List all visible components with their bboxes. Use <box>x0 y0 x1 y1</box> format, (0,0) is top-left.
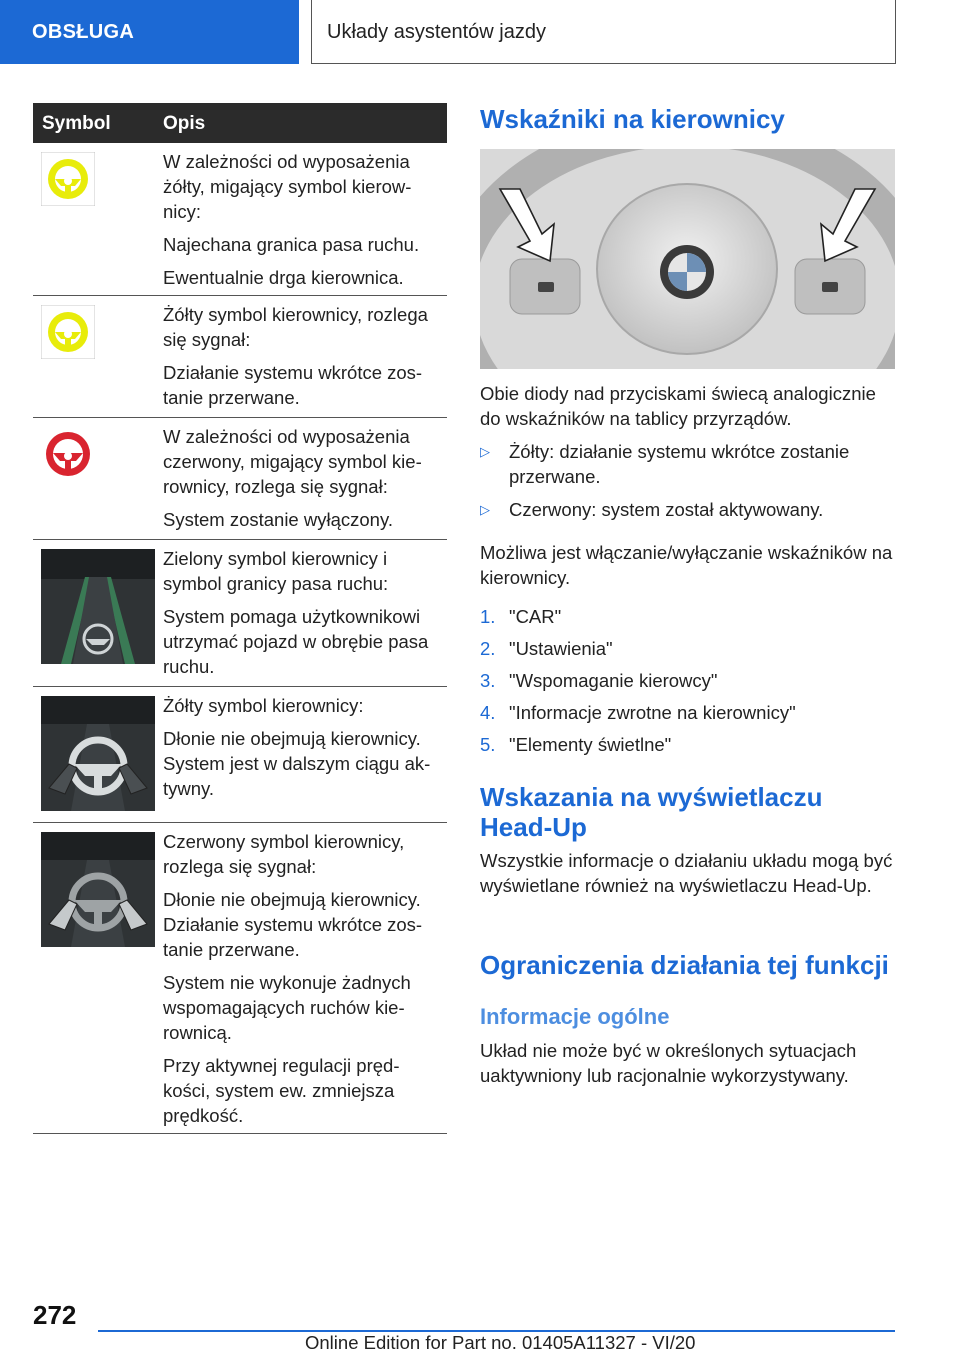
hands-off-red-icon <box>41 832 155 947</box>
chapter-title: Układy asystentów jazdy <box>311 0 896 64</box>
paragraph-toggle: Możliwa jest włączanie/wyłączanie wskaźników na kierownicy. <box>480 542 893 588</box>
row-description: Żółty symbol kierownicy, rozlega się sygnał: Działanie systemu wkrótce zos-tanie przerwane. <box>163 304 428 408</box>
lane-steering-green-icon <box>41 549 155 664</box>
table-row <box>33 540 447 687</box>
col-symbol-header: Symbol <box>42 113 111 134</box>
symbol-table <box>33 103 447 1134</box>
row-description: Czerwony symbol kierownicy, rozlega się sygnał: Dłonie nie obejmują kierownicy. Działanie systemu wkrótce zos-tanie przerwane. System nie wykonuje żadnych wspomagających ruchów kie-rownicą. Przy aktywnej regulacji pręd-kości, system ew. zmniejsza prędkość. <box>163 831 423 1126</box>
step-item: 5. "Elementy świetlne" <box>480 734 672 755</box>
row-description: W zależności od wyposażenia czerwony, migający symbol kie-rownicy, rozlega się sygnał: System zostanie wyłączony. <box>163 426 422 530</box>
row-description: Żółty symbol kierownicy: Dłonie nie obejmują kierownicy. System jest w dalszym ciągu ak-tywny. <box>163 695 431 799</box>
table-row <box>33 143 447 296</box>
triangle-bullet-icon: ▷ <box>480 444 490 459</box>
step-item: 1. "CAR" <box>480 606 562 627</box>
table-row <box>33 687 447 823</box>
row-description: W zależności od wyposażenia żółty, migający symbol kierow-nicy: Najechana granica pasa ruchu. Ewentualnie drga kierownica. <box>163 151 420 288</box>
bullet-yellow: ▷ Żółty: działanie systemu wkrótce zostanie przerwane. <box>480 441 850 487</box>
heading-head-up: Wskazania na wyświetlaczu Head-Up <box>480 782 823 842</box>
col-desc-header: Opis <box>163 113 206 134</box>
step-item: 4. "Informacje zwrotne na kierownicy" <box>480 702 796 723</box>
table-row <box>33 418 447 540</box>
heading-steering-indicators: Wskaźniki na kierownicy <box>480 104 785 134</box>
heading-general-info: Informacje ogólne <box>480 1004 670 1029</box>
bullet-red: ▷ Czerwony: system został aktywowany. <box>480 499 824 520</box>
step-item: 2. "Ustawienia" <box>480 638 613 659</box>
table-row <box>33 296 447 418</box>
paragraph-leds: Obie diody nad przyciskami świecą analogicznie do wskaźników na tablicy przyrządów. <box>480 383 876 429</box>
heading-limitations: Ograniczenia działania tej funkcji <box>480 950 889 980</box>
table-row <box>33 823 447 1134</box>
steering-wheel-yellow-icon <box>41 152 95 206</box>
paragraph-general-info: Układ nie może być w określonych sytuacjach uaktywniony lub racjonalnie wykorzystywany. <box>480 1040 857 1086</box>
steering-wheel-red-icon <box>41 427 95 481</box>
triangle-bullet-icon: ▷ <box>480 502 490 517</box>
hands-off-yellow-icon <box>41 696 155 811</box>
step-item: 3. "Wspomaganie kierowcy" <box>480 670 718 691</box>
section-tab: OBSŁUGA <box>0 0 299 64</box>
steering-wheel-photo <box>480 149 895 369</box>
footer-edition: Online Edition for Part no. 01405A11327 - VI/20 <box>305 1332 696 1353</box>
steering-wheel-yellow-icon <box>41 305 95 359</box>
page-number: 272 <box>33 1300 77 1330</box>
paragraph-head-up: Wszystkie informacje o działaniu układu mogą być wyświetlane również na wyświetlaczu Head-Up. <box>480 850 893 896</box>
table-header <box>33 103 447 143</box>
row-description: Zielony symbol kierownicy i symbol granicy pasa ruchu: System pomaga użytkownikowi utrzymać pojazd w obrębie pasa ruchu. <box>163 548 429 677</box>
